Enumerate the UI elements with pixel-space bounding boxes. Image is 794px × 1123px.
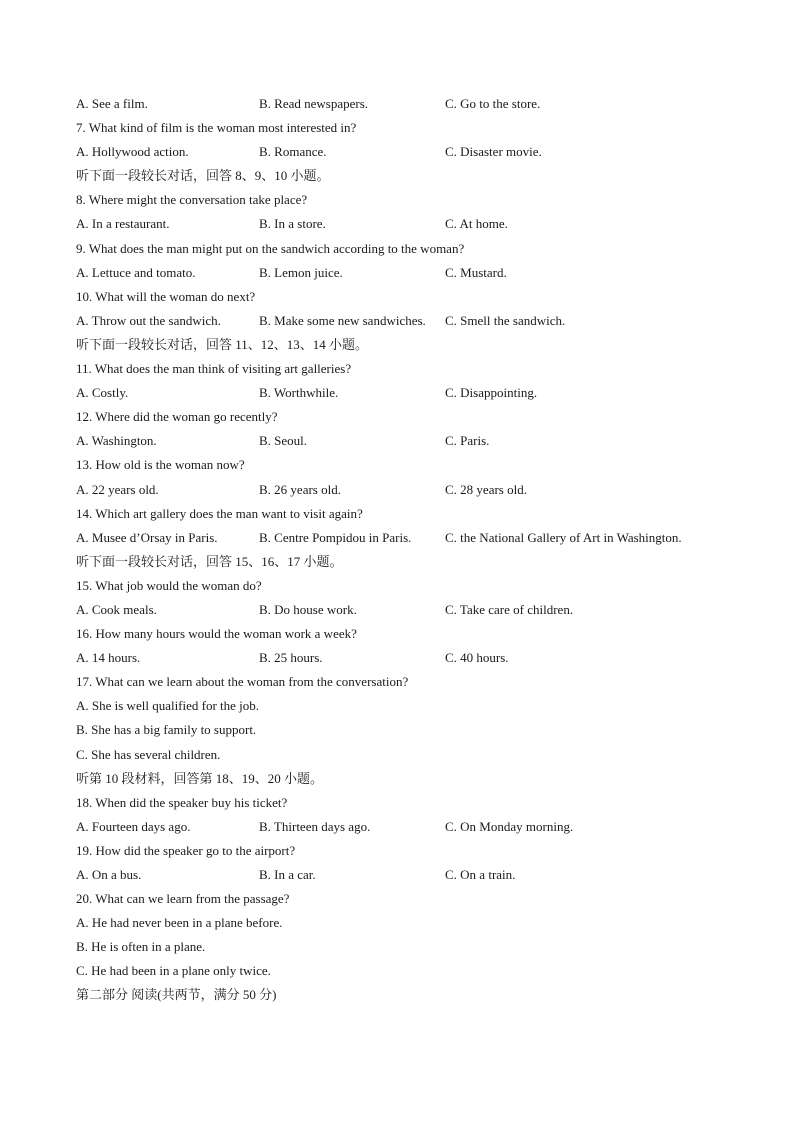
option-b: B. Do house work. <box>259 601 357 617</box>
option-b: B. In a store. <box>259 216 326 232</box>
option-b: B. Make some new sandwiches. <box>259 312 426 328</box>
question-text: A. He had never been in a plane before. <box>76 915 283 931</box>
question-text: A. She is well qualified for the job. <box>76 698 260 714</box>
question-text: 12. Where did the woman go recently? <box>76 409 278 425</box>
options-row <box>76 381 756 405</box>
option-c: C. 28 years old. <box>445 481 527 497</box>
option-c: C. On Monday morning. <box>445 818 574 834</box>
exam-page <box>76 92 756 1008</box>
options-row <box>76 212 756 236</box>
question-text: 18. When did the speaker buy his ticket? <box>76 794 288 810</box>
option-a: A. Musee d’Orsay in Paris. <box>76 529 218 545</box>
option-a: A. Washington. <box>76 433 157 449</box>
question-text: C. She has several children. <box>76 746 221 762</box>
exam-lines <box>76 92 756 1008</box>
option-b: B. Centre Pompidou in Paris. <box>259 529 412 545</box>
section-heading: 听下面一段较长对话，回答 11、12、13、14 小题。 <box>76 336 369 352</box>
option-b: B. Romance. <box>259 144 327 160</box>
option-c: C. At home. <box>445 216 508 232</box>
option-a: A. See a film. <box>76 96 148 111</box>
question-text: 14. Which art gallery does the man want to visit again? <box>76 505 363 521</box>
options-row <box>76 646 756 670</box>
options-row <box>76 598 756 622</box>
option-b: B. Seoul. <box>259 433 308 449</box>
question-text: 15. What job would the woman do? <box>76 577 262 593</box>
option-c: C. Go to the store. <box>445 96 541 111</box>
option-c: C. Mustard. <box>445 264 507 280</box>
question-text: 19. How did the speaker go to the airport? <box>76 842 296 858</box>
section-heading: 听第 10 段材料，回答第 18、19、20 小题。 <box>76 770 324 786</box>
option-a: A. 22 years old. <box>76 481 159 497</box>
question-text: 10. What will the woman do next? <box>76 288 256 304</box>
question-text: 16. How many hours would the woman work a week? <box>76 626 357 642</box>
question-text: 17. What can we learn about the woman from the conversation? <box>76 674 409 690</box>
option-c: C. On a train. <box>445 867 516 882</box>
question-text: C. He had been in a plane only twice. <box>76 963 271 979</box>
option-a: A. On a bus. <box>76 867 142 882</box>
options-row <box>76 478 756 502</box>
options-row <box>76 140 756 164</box>
question-text: 13. How old is the woman now? <box>76 457 245 473</box>
option-c: C. 40 hours. <box>445 650 509 666</box>
option-b: B. Lemon juice. <box>259 264 343 280</box>
option-b: B. Worthwhile. <box>259 385 339 401</box>
option-a: A. Fourteen days ago. <box>76 818 191 834</box>
options-row <box>76 815 756 839</box>
options-row <box>76 526 756 550</box>
question-text: 20. What can we learn from the passage? <box>76 891 290 907</box>
option-a: A. Lettuce and tomato. <box>76 264 196 280</box>
option-c: C. Disaster movie. <box>445 144 542 160</box>
options-row <box>76 261 756 285</box>
options-row <box>76 863 756 887</box>
question-text: 9. What does the man might put on the sandwich according to the woman? <box>76 240 465 256</box>
option-a: A. Cook meals. <box>76 601 157 617</box>
option-c: C. Disappointing. <box>445 385 538 401</box>
option-b: B. 26 years old. <box>259 481 341 497</box>
option-a: A. Throw out the sandwich. <box>76 312 221 328</box>
option-c: C. Paris. <box>445 433 490 449</box>
question-text: 8. Where might the conversation take place? <box>76 192 308 208</box>
option-a: A. Hollywood action. <box>76 144 189 160</box>
option-a: A. In a restaurant. <box>76 216 170 232</box>
option-b: B. Thirteen days ago. <box>259 818 371 834</box>
section-heading: 听下面一段较长对话，回答 8、9、10 小题。 <box>76 168 330 184</box>
section-heading: 第二部分 阅读(共两节，满分 50 分) <box>76 987 277 1003</box>
option-c: C. Smell the sandwich. <box>445 312 566 328</box>
option-b: B. Read newspapers. <box>259 96 369 111</box>
question-text: 11. What does the man think of visiting art galleries? <box>76 361 352 377</box>
option-c: C. Take care of children. <box>445 601 574 617</box>
question-text: B. He is often in a plane. <box>76 939 206 955</box>
options-row <box>76 429 756 453</box>
question-text: B. She has a big family to support. <box>76 722 257 738</box>
option-a: A. Costly. <box>76 385 129 401</box>
options-row <box>76 309 756 333</box>
section-heading: 听下面一段较长对话，回答 15、16、17 小题。 <box>76 553 343 569</box>
option-b: B. 25 hours. <box>259 650 323 666</box>
question-text: 7. What kind of film is the woman most interested in? <box>76 120 357 136</box>
option-a: A. 14 hours. <box>76 650 141 666</box>
options-row <box>76 92 756 116</box>
option-b: B. In a car. <box>259 867 316 882</box>
option-c: C. the National Gallery of Art in Washington. <box>445 529 682 545</box>
